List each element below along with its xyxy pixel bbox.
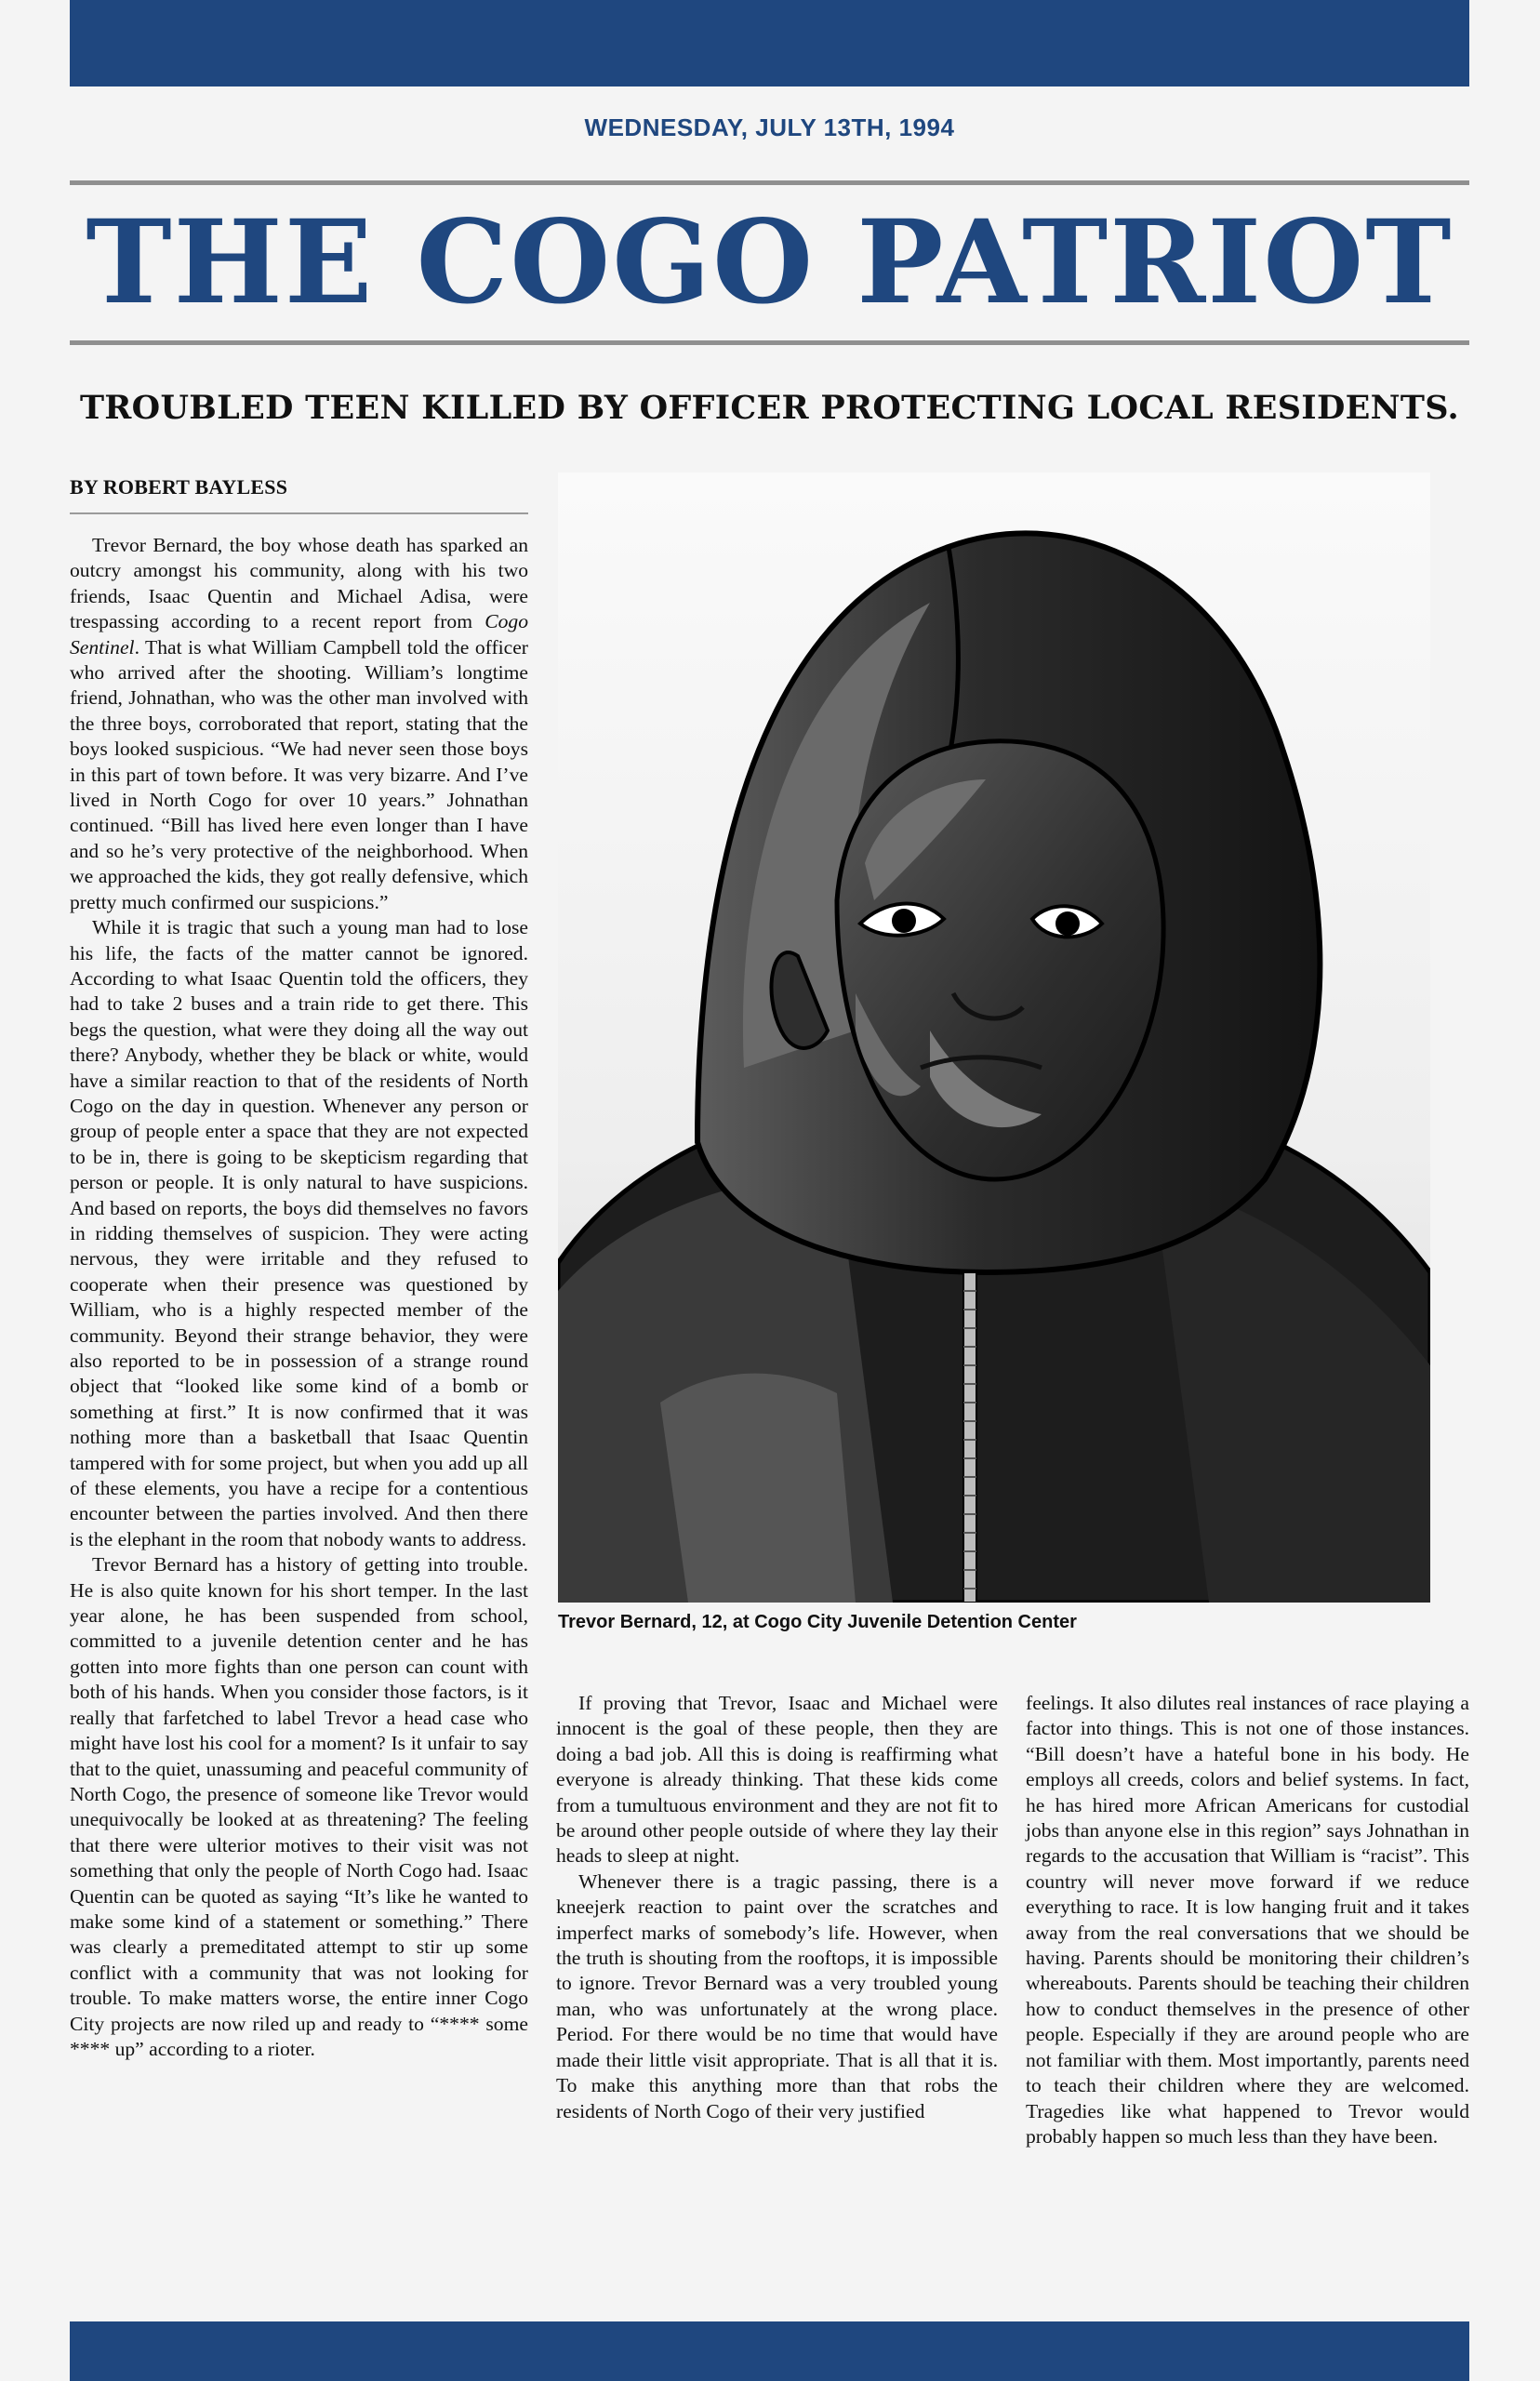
article-paragraph: If proving that Trevor, Isaac and Michael were innocent is the goal of these people, then they are doing a bad job. All this is doing is reaffirming what everyone is already thinking. That these kids come from a tumultuous environment and they are not fit to be around other people outside of where they lay their heads to sleep at night. <box>556 1692 998 1868</box>
article-paragraph: Trevor Bernard has a history of getting into trouble. He is also quite known for his short temper. In the last year alone, he has been suspended from school, committed to a juvenile detention center and he has gotten into more fights than one person can count with both of his hands. When you consider those factors, is it really that farfetched to label Trevor a head case who might have lost his cool for a moment? Is it unfair to say that to the quiet, unassuming and peaceful community of North Cogo, the presence of someone like Trevor would unequivocally be looked at as threatening? The feeling that there were ulterior motives to their visit was not something that only the people of North Cogo had. Isaac Quentin can be quoted as saying “It’s like he wanted to make some kind of a statement or something.” There was clearly a premeditated attempt to stir up some conflict with a community that was not looking for trouble. To make matters worse, the entire inner Cogo City projects are now riled up and ready to “**** some **** up” according to a rioter. <box>70 1553 528 2060</box>
article-column-2 <box>556 1691 998 2124</box>
masthead-rule-bottom <box>70 340 1469 345</box>
bottom-banner <box>70 2321 1469 2381</box>
article-byline: BY ROBERT BAYLESS <box>70 475 528 514</box>
article-paragraph: Whenever there is a tragic passing, there is a kneejerk reaction to paint over the scratches and imperfect marks of somebody’s life. However, when the truth is shouting from the rooftops, it is impossible to ignore. Trevor Bernard was a very troubled young man, who was unfortunately at the wrong place. Period. For there would be no time that would have made their little visit appropriate. That is all that it is. To make this anything more than that robs the residents of North Cogo of their very justified <box>556 1869 998 2122</box>
newspaper-masthead: THE COGO PATRIOT <box>86 195 1454 330</box>
article-column-3 <box>1026 1691 1469 2149</box>
publication-name: Cogo Sentinel <box>70 610 528 658</box>
article-column-1 <box>70 533 528 2062</box>
boy-in-hood-illustration <box>558 472 1430 1603</box>
photo-caption: Trevor Bernard, 12, at Cogo City Juvenile Detention Center <box>558 1612 1077 1632</box>
paragraph-text: Trevor Bernard, the boy whose death has sparked an outcry amongst his community, along with his two friends, Isaac Quentin and Michael Adisa, were trespassing according to a recent report from <box>70 534 528 633</box>
paragraph-text: . That is what William Campbell told the officer who arrived after the shooting. William’s longtime friend, Johnathan, who was the other man involved with the three boys, corroborated that report, stating that the boys looked suspicious. “We had never seen those boys in this part of town before. It was very bizarre. And I’ve lived in North Cogo for over 10 years.” Johnathan continued. “Bill has lived here even longer than I have and so he’s very protective of the neighborhood. When we approached the kids, they got really defensive, which pretty much confirmed our suspicions.” <box>70 635 528 913</box>
dateline: WEDNESDAY, JULY 13TH, 1994 <box>584 113 955 141</box>
top-banner <box>70 0 1469 86</box>
article-paragraph: While it is tragic that such a young man had to lose his life, the facts of the matter cannot be ignored. According to what Isaac Quentin told the officers, they had to take 2 buses and a train ride to get there. This begs the question, what were they doing all the way out there? Anybody, whether they be black or white, would have a similar reaction to that of the residents of North Cogo on the day in question. Whenever any person or group of people enter a space that they are not expected to be in, there is going to be skepticism regarding that person or people. It is only natural to have suspicions. And based on reports, the boys did themselves no favors in ridding themselves of suspicion. They were acting nervous, they were irritable and they refused to cooperate when their presence was questioned by William, who is a highly respected member of the community. Beyond their strange behavior, they were also reported to be in possession of a strange round object that “looked like some kind of a bomb or something at first.” It is now confirmed that it was nothing more than a basketball that Isaac Quentin tampered with for some project, but when you add up all of these elements, you have a recipe for a contentious encounter between the parties involved. And then there is the elephant in the room that nobody wants to address. <box>70 916 528 1550</box>
masthead-rule-top <box>70 180 1469 185</box>
article-headline: TROUBLED TEEN KILLED BY OFFICER PROTECTING LOCAL RESIDENTS. <box>79 389 1460 427</box>
article-paragraph <box>70 533 528 915</box>
article-photo <box>558 472 1430 1603</box>
article-paragraph: feelings. It also dilutes real instances of race playing a factor into things. This is not one of those instances. “Bill doesn’t have a hateful bone in his body. He employs all creeds, colors and belief systems. In fact, he has hired more African Americans for custodial jobs than anyone else in this region” says Johnathan in regards to the accusation that William is “racist”. This country will never move forward if we reduce everything to race. It is low hanging fruit and it takes away from the real conversations that we should be having. Parents should be monitoring their children’s whereabouts. Parents should be teaching their children how to conduct themselves in the presence of other people. Especially if they are around people who are not familiar with them. Most importantly, parents need to teach their children where they are welcomed. Tragedies like what happened to Trevor would probably happen so much less than they have been. <box>1026 1692 1469 2148</box>
